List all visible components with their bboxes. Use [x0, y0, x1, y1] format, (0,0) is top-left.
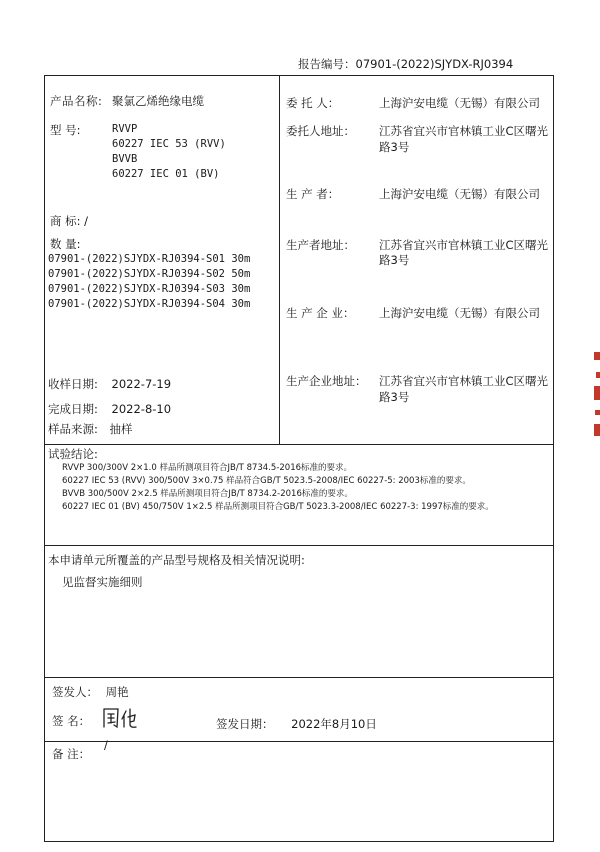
finish-date-label: 完成日期:	[48, 402, 98, 416]
handwritten-signature	[100, 705, 150, 731]
table-top-border	[44, 75, 554, 76]
edge-stamp-mark	[596, 372, 600, 378]
finish-date-value: 2022-8-10	[111, 402, 172, 416]
producer-value: 上海沪安电缆（无锡）有限公司	[379, 187, 540, 201]
enterprise-value: 上海沪安电缆（无锡）有限公司	[379, 306, 540, 320]
issuer-row	[52, 684, 129, 700]
enterprise-label: 生 产 企 业：	[286, 306, 355, 320]
issue-date-row	[216, 716, 377, 732]
edge-stamp-mark	[594, 352, 600, 360]
issuer-value: 周艳	[105, 685, 129, 699]
quantity-item: 07901-(2022)SJYDX-RJ0394-S01 30m	[48, 253, 251, 265]
quantity-item: 07901-(2022)SJYDX-RJ0394-S02 50m	[48, 268, 251, 280]
quantity-label: 数 量:	[50, 237, 81, 251]
model-item: 60227 IEC 01 (BV)	[112, 168, 220, 180]
coverage-title: 本申请单元所覆盖的产品型号规格及相关情况说明:	[48, 553, 305, 567]
product-name-row	[50, 93, 204, 109]
client-value: 上海沪安电缆（无锡）有限公司	[379, 96, 540, 110]
row-divider-signoff	[44, 677, 554, 678]
issue-date-label: 签发日期：	[216, 717, 274, 731]
issuer-label: 签发人：	[52, 685, 98, 699]
client-address-line2: 路3号	[379, 140, 410, 154]
receive-date-value: 2022-7-19	[111, 377, 172, 391]
edge-stamp-mark	[594, 386, 600, 400]
table-left-border	[44, 75, 45, 842]
receive-date-row	[48, 376, 171, 392]
producer-address-line2: 路3号	[379, 253, 410, 267]
model-item: 60227 IEC 53 (RVV)	[112, 138, 226, 150]
model-item: BVVB	[112, 153, 138, 165]
remarks-label: 备 注：	[52, 747, 91, 761]
sample-source-row	[48, 421, 133, 437]
quantity-item: 07901-(2022)SJYDX-RJ0394-S03 30m	[48, 283, 251, 295]
edge-stamp-mark	[594, 424, 600, 436]
finish-date-row	[48, 401, 171, 417]
client-address-line1: 江苏省宜兴市官林镇工业C区曙光	[379, 124, 549, 138]
producer-label: 生 产 者：	[286, 187, 340, 201]
receive-date-label: 收样日期:	[48, 377, 98, 391]
report-number: 报告编号：07901-(2022)SJYDX-RJ0394	[298, 57, 514, 71]
issue-date-value: 2022年8月10日	[291, 717, 377, 731]
edge-stamp-mark	[595, 410, 600, 415]
quantity-item: 07901-(2022)SJYDX-RJ0394-S04 30m	[48, 298, 251, 310]
client-address-label: 委托人地址：	[286, 124, 355, 138]
conclusion-line: RVVP 300/300V 2×1.0 样品所测项目符合JB/T 8734.5-2016标准的要求。	[62, 463, 353, 473]
signature-label: 签 名：	[52, 714, 91, 728]
row-divider-remarks	[44, 741, 554, 742]
enterprise-address-line2: 路3号	[379, 390, 410, 404]
remarks-value: /	[104, 738, 108, 752]
product-name-value: 聚氯乙烯绝缘电缆	[112, 94, 205, 108]
column-divider	[279, 75, 280, 444]
client-label: 委 托 人：	[286, 96, 340, 110]
model-item: RVVP	[112, 123, 138, 135]
conclusion-line: BVVB 300/500V 2×2.5 样品所测项目符合JB/T 8734.2-2016标准的要求。	[62, 489, 353, 499]
model-label: 型 号:	[50, 123, 81, 137]
producer-address-label: 生产者地址：	[286, 238, 355, 252]
producer-address-line1: 江苏省宜兴市官林镇工业C区曙光	[379, 238, 549, 252]
conclusion-title: 试验结论:	[48, 447, 98, 461]
conclusion-line: 60227 IEC 53 (RVV) 300/500V 3×0.75 样品符合GB/T 5023.5-2008/IEC 60227-5: 2003标准的要求。	[62, 476, 471, 486]
conclusion-line: 60227 IEC 01 (BV) 450/750V 1×2.5 样品所测项目符合GB/T 5023.3-2008/IEC 60227-3: 1997标准的要求。	[62, 502, 494, 512]
table-bottom-border	[44, 841, 554, 842]
table-right-border	[553, 75, 554, 842]
row-divider-coverage	[44, 545, 554, 546]
sample-source-label: 样品来源:	[48, 422, 98, 436]
brand-row: 商 标: /	[50, 214, 89, 228]
enterprise-address-line1: 江苏省宜兴市官林镇工业C区曙光	[379, 374, 549, 388]
coverage-value: 见监督实施细则	[62, 575, 143, 589]
enterprise-address-label: 生产企业地址：	[286, 374, 367, 388]
sample-source-value: 抽样	[109, 422, 133, 436]
product-name-label: 产品名称:	[50, 94, 103, 108]
row-divider-conclusion	[44, 444, 554, 445]
